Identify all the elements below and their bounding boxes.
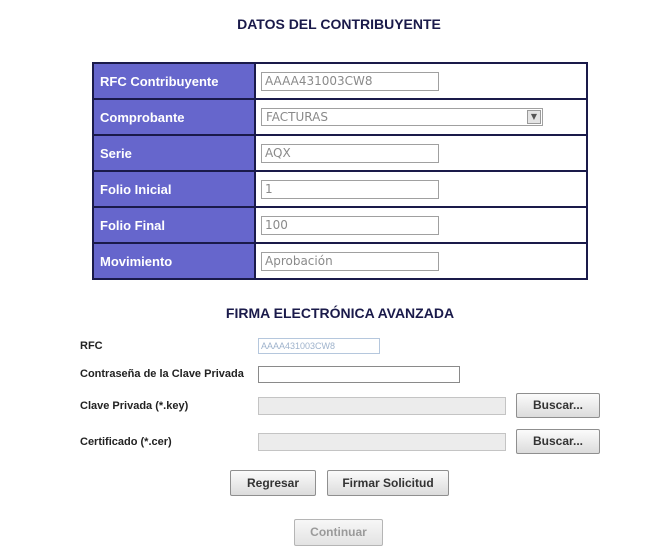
rfc-contribuyente-field[interactable]: AAAA431003CW8 [261, 72, 439, 91]
browse-cert-button[interactable]: Buscar... [516, 429, 600, 454]
serie-field[interactable]: AQX [261, 144, 439, 163]
comprobante-select[interactable] [261, 108, 543, 126]
row-comprobante [93, 99, 587, 135]
password-label: Contraseña de la Clave Privada [80, 368, 244, 380]
key-file-input[interactable] [258, 397, 506, 415]
cert-file-label: Certificado (*.cer) [80, 436, 172, 448]
rfc-contribuyente-label: RFC Contribuyente [93, 63, 255, 99]
rfc-field[interactable]: AAAA431003CW8 [258, 338, 380, 354]
comprobante-label: Comprobante [93, 99, 255, 135]
row-movimiento [93, 243, 587, 279]
back-button[interactable]: Regresar [230, 470, 316, 496]
row-serie [93, 135, 587, 171]
row-rfc [93, 63, 587, 99]
section-title-datos: DATOS DEL CONTRIBUYENTE [237, 16, 441, 32]
serie-label: Serie [93, 135, 255, 171]
password-input[interactable] [258, 366, 460, 383]
chevron-down-icon[interactable]: ▼ [527, 110, 541, 124]
rfc-label: RFC [80, 340, 103, 352]
row-folio-inicial [93, 171, 587, 207]
folio-final-field[interactable]: 100 [261, 216, 439, 235]
row-folio-final [93, 207, 587, 243]
folio-final-label: Folio Final [93, 207, 255, 243]
movimiento-field[interactable]: Aprobación [261, 252, 439, 271]
browse-key-button[interactable]: Buscar... [516, 393, 600, 418]
movimiento-label: Movimiento [93, 243, 255, 279]
folio-inicial-field[interactable]: 1 [261, 180, 439, 199]
datos-contribuyente-table [92, 62, 588, 280]
sign-request-button[interactable]: Firmar Solicitud [327, 470, 449, 496]
continue-button[interactable]: Continuar [294, 519, 383, 546]
section-title-firma: FIRMA ELECTRÓNICA AVANZADA [225, 305, 455, 321]
cert-file-input[interactable] [258, 433, 506, 451]
comprobante-selected-value: FACTURAS [266, 110, 328, 124]
folio-inicial-label: Folio Inicial [93, 171, 255, 207]
key-file-label: Clave Privada (*.key) [80, 400, 189, 412]
